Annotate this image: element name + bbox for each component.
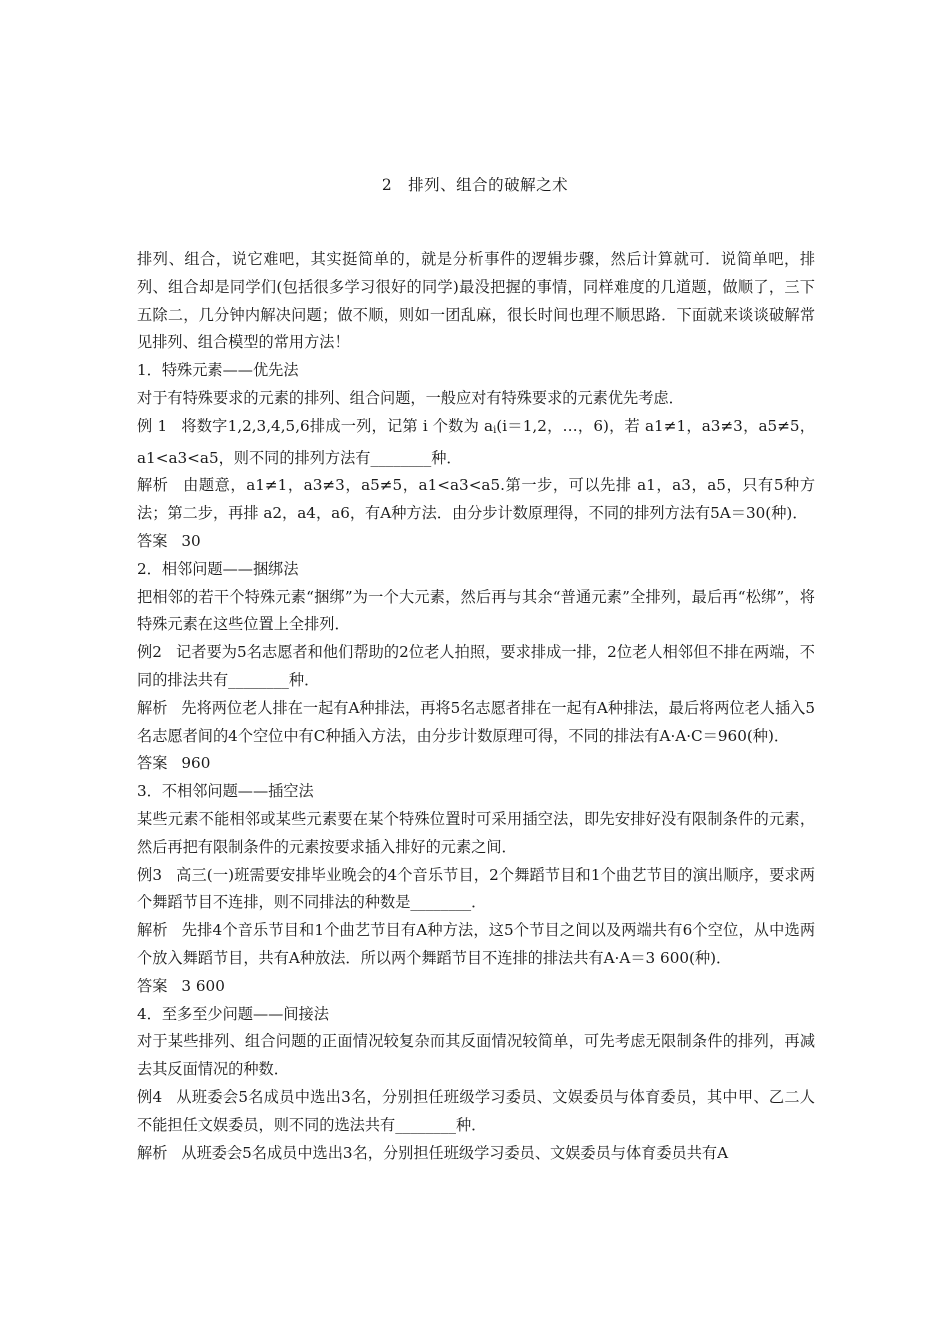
example-paragraph <box>137 1084 815 1140</box>
analysis-label: 解析 <box>137 921 168 940</box>
analysis-paragraph <box>137 1140 815 1168</box>
section-description: 对于有特殊要求的元素的排列、组合问题，一般应对有特殊要求的元素优先考虑． <box>137 388 684 407</box>
example-label: 例3 <box>137 865 162 884</box>
answer-paragraph <box>137 973 815 1001</box>
analysis-label: 解析 <box>137 698 168 717</box>
analysis-paragraph <box>137 917 815 973</box>
example-label: 例 1 <box>137 416 168 435</box>
section-description: 对于某些排列、组合问题的正面情况较复杂而其反面情况较简单，可先考虑无限制条件的排列，再减去其反面情况的种数． <box>137 1032 815 1079</box>
example-paragraph <box>137 862 815 918</box>
section-description: 某些元素不能相邻或某些元素要在某个特殊位置时可采用插空法，即先安排好没有限制条件的元素，然后再把有限制条件的元素按要求插入排好的元素之间． <box>137 809 815 856</box>
answer-label: 答案 <box>137 754 168 773</box>
section-heading: 1．特殊元素——优先法 <box>137 361 299 380</box>
example-text: 记者要为5名志愿者和他们帮助的2位老人拍照，要求排成一排，2位老人相邻但不排在两端，不同的排法共有________种． <box>137 643 815 689</box>
analysis-paragraph <box>137 695 815 751</box>
example-label: 例4 <box>137 1087 163 1106</box>
page-title: 2 排列、组合的破解之术 <box>381 176 569 194</box>
analysis-text: 由题意，a1≠1，a3≠3，a5≠5，a1<a3<a5.第一步，可以先排 a1，a3，a5，只有5种方法；第二步，再排 a2，a4，a6，有A种方法．由分步计数原理得，不同的排列方法有5A＝30(种)． <box>137 476 816 523</box>
example-text-tail: (i＝1,2，…，6)，若 a1≠1，a3≠3，a5≠5，a1<a3<a5，则不同的排列方法有________种． <box>137 416 815 467</box>
example-paragraph <box>137 639 815 695</box>
answer-label: 答案 <box>137 531 168 550</box>
intro-paragraph: 排列、组合，说它难吧，其实挺简单的，就是分析事件的逻辑步骤，然后计算就可．说简单吧，排列、组合却是同学们(包括很多学习很好的同学)最没把握的事情，同样难度的几道题，做顺了，三下五除二，几分钟内解决问题；做不顺，则如一团乱麻，很长时间也理不顺思路．下面就来谈谈破解常见排列、组合模型的常用方法！ <box>137 250 815 352</box>
answer-value: 960 <box>181 754 211 773</box>
answer-label: 答案 <box>137 976 168 995</box>
answer-paragraph <box>137 528 815 556</box>
answer-value: 3 600 <box>181 976 225 995</box>
analysis-text: 先将两位老人排在一起有A种排法，再将5名志愿者排在一起有A种排法，最后将两位老人插入5名志愿者间的4个空位中有C种插入方法，由分步计数原理可得，不同的排法有A·A·C＝960(种)． <box>137 698 816 745</box>
analysis-text: 先排4个音乐节目和1个曲艺节目有A种方法，这5个节目之间以及两端共有6个空位，从中选两个放入舞蹈节目，共有A种放法．所以两个舞蹈节目不连排的排法共有A·A＝3 600(种)． <box>137 921 816 967</box>
analysis-text: 从班委会5名成员中选出3名，分别担任班级学习委员、文娱委员与体育委员共有A <box>181 1143 729 1162</box>
document-body <box>137 246 815 1167</box>
example-text: 高三(一)班需要安排毕业晚会的4个音乐节目，2个舞蹈节目和1个曲艺节目的演出顺序，要求两个舞蹈节目不连排，则不同排法的种数是________． <box>137 865 815 912</box>
answer-value: 30 <box>181 531 201 550</box>
answer-paragraph <box>137 750 815 778</box>
section-heading: 3．不相邻问题——插空法 <box>137 782 314 801</box>
analysis-paragraph <box>137 472 815 528</box>
analysis-label: 解析 <box>137 1143 168 1162</box>
example-text: 从班委会5名成员中选出3名，分别担任班级学习委员、文娱委员与体育委员，其中甲、乙二人不能担任文娱委员，则不同的选法共有________种． <box>137 1087 815 1134</box>
section-description: 把相邻的若干个特殊元素“捆绑”为一个大元素，然后再与其余“普通元素”全排列，最后再“松绑”，将特殊元素在这些位置上全排列． <box>137 587 815 634</box>
analysis-label: 解析 <box>137 476 169 495</box>
example-text: 将数字1,2,3,4,5,6排成一列，记第 i 个数为 a <box>181 416 494 435</box>
example-paragraph <box>137 413 815 473</box>
example-label: 例2 <box>137 643 162 662</box>
section-heading: 4．至多至少问题——间接法 <box>137 1004 329 1023</box>
section-heading: 2．相邻问题——捆绑法 <box>137 559 299 578</box>
example-subscript: i <box>493 424 497 436</box>
